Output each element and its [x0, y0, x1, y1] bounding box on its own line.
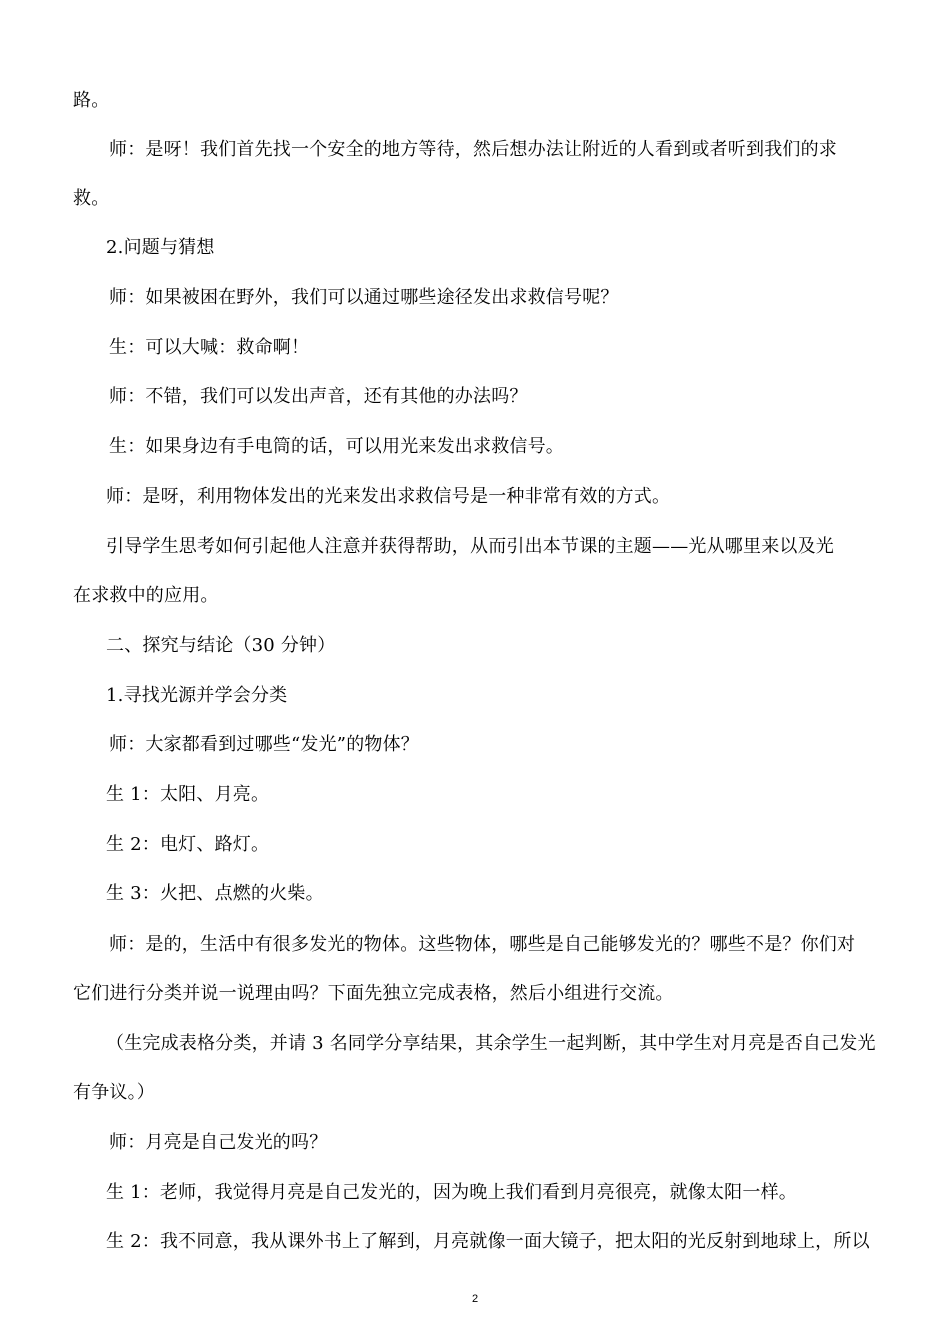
text-line: 生 2：我不同意，我从课外书上了解到，月亮就像一面大镜子，把太阳的光反射到地球上，所以 [106, 1231, 870, 1252]
text-line: 师：如果被困在野外，我们可以通过哪些途径发出求救信号呢？ [109, 287, 619, 308]
subsection-heading: 1.寻找光源并学会分类 [106, 685, 288, 706]
text-line: 生：如果身边有手电筒的话，可以用光来发出求救信号。 [109, 436, 564, 457]
text-line: 师：不错，我们可以发出声音，还有其他的办法吗？ [109, 386, 528, 407]
text-line: 师：大家都看到过哪些“发光”的物体？ [109, 734, 420, 755]
text-line: 引导学生思考如何引起他人注意并获得帮助，从而引出本节课的主题——光从哪里来以及光 [106, 536, 834, 557]
text-line: 师：是的，生活中有很多发光的物体。这些物体，哪些是自己能够发光的？哪些不是？你们对 [109, 934, 856, 955]
page-number: 2 [471, 1293, 479, 1305]
text-line: 生 1：太阳、月亮。 [106, 784, 270, 805]
text-line: 救。 [73, 188, 110, 209]
text-line: 生 3：火把、点燃的火柴。 [106, 883, 324, 904]
text-line: 生：可以大喊：救命啊！ [109, 337, 310, 358]
text-line: 路。 [73, 90, 110, 111]
text-line: 有争议。） [73, 1082, 155, 1103]
text-line: 师：月亮是自己发光的吗？ [109, 1132, 328, 1153]
text-line: 师：是呀！我们首先找一个安全的地方等待，然后想办法让附近的人看到或者听到我们的求 [109, 139, 837, 160]
text-line: 生 2：电灯、路灯。 [106, 834, 270, 855]
text-line: 它们进行分类并说一说理由吗？下面先独立完成表格，然后小组进行交流。 [73, 983, 674, 1004]
section-heading: 2.问题与猜想 [106, 237, 215, 258]
text-line: 师：是呀，利用物体发出的光来发出求救信号是一种非常有效的方式。 [106, 486, 671, 507]
text-line: 生 1：老师，我觉得月亮是自己发光的，因为晚上我们看到月亮很亮，就像太阳一样。 [106, 1182, 797, 1203]
text-line: （生完成表格分类，并请 3 名同学分享结果，其余学生一起判断，其中学生对月亮是否自己发光 [106, 1033, 876, 1054]
section-heading: 二、探究与结论（30 分钟） [106, 635, 336, 656]
text-line: 在求救中的应用。 [73, 585, 219, 606]
